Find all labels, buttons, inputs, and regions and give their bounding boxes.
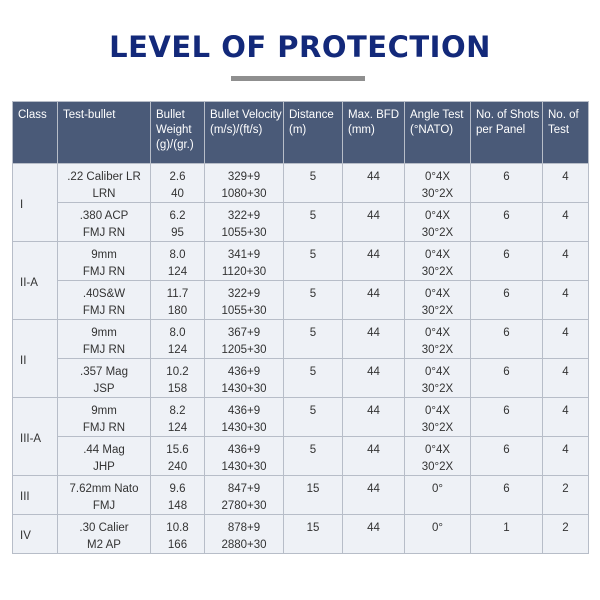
column-header-line: (m/s)/(ft/s) xyxy=(210,124,263,136)
angle-test-cell xyxy=(405,476,471,515)
class-cell: II-A xyxy=(13,242,58,320)
bullet-weight-cell-line: 124 xyxy=(167,343,188,356)
column-header-test-bullet xyxy=(58,102,151,164)
shots-per-panel-cell: 6 xyxy=(471,320,543,359)
no-of-test-cell: 4 xyxy=(543,398,589,437)
table-header-row xyxy=(13,102,589,164)
test-bullet-cell xyxy=(58,164,151,203)
column-header-line: Max. BFD xyxy=(348,109,400,121)
test-bullet-cell xyxy=(58,359,151,398)
column-header-line: No. of Shots xyxy=(476,109,540,121)
angle-test-cell xyxy=(405,359,471,398)
class-cell: II xyxy=(13,320,58,398)
bullet-velocity-cell xyxy=(205,281,284,320)
bullet-weight-cell xyxy=(151,437,205,476)
no-of-test-cell: 4 xyxy=(543,242,589,281)
bullet-velocity-cell-line: 1205+30 xyxy=(221,343,267,356)
column-header-line: No. of xyxy=(548,109,579,121)
bullet-weight-cell-line: 8.0 xyxy=(169,249,186,261)
protection-table xyxy=(12,101,589,554)
test-bullet-cell-line: .380 ACP xyxy=(79,210,129,222)
column-header-distance xyxy=(284,102,343,164)
column-header-no-of-test xyxy=(543,102,589,164)
bullet-weight-cell-line: 40 xyxy=(171,187,184,200)
angle-test-cell-line: 0°4X xyxy=(424,288,451,300)
test-bullet-cell xyxy=(58,437,151,476)
bullet-weight-cell-line: 2.6 xyxy=(169,171,186,183)
bullet-weight-cell xyxy=(151,398,205,437)
angle-test-cell-line: 30°2X xyxy=(421,226,454,239)
bullet-velocity-cell-line: 322+9 xyxy=(227,210,261,222)
bullet-velocity-cell-line: 329+9 xyxy=(227,171,261,183)
bullet-weight-cell-line: 8.0 xyxy=(169,327,186,339)
bullet-weight-cell-line: 9.6 xyxy=(169,483,186,495)
angle-test-cell-line: 0°4X xyxy=(424,249,451,261)
max-bfd-cell: 44 xyxy=(343,359,405,398)
test-bullet-cell-line: .22 Caliber LR xyxy=(67,171,141,183)
shots-per-panel-cell: 6 xyxy=(471,281,543,320)
shots-per-panel-cell: 6 xyxy=(471,203,543,242)
test-bullet-cell-line: LRN xyxy=(92,187,116,200)
bullet-velocity-cell xyxy=(205,359,284,398)
angle-test-cell-line: 30°2X xyxy=(421,460,454,473)
bullet-velocity-cell-line: 341+9 xyxy=(227,249,261,261)
bullet-velocity-cell-line: 847+9 xyxy=(227,483,261,495)
column-header-line: (°NATO) xyxy=(410,124,454,136)
bullet-weight-cell xyxy=(151,476,205,515)
bullet-weight-cell-line: 166 xyxy=(167,538,188,551)
bullet-weight-cell xyxy=(151,203,205,242)
test-bullet-cell xyxy=(58,515,151,554)
bullet-velocity-cell-line: 1120+30 xyxy=(221,265,267,278)
bullet-velocity-cell xyxy=(205,164,284,203)
test-bullet-cell-line: .40S&W xyxy=(82,288,126,300)
angle-test-cell-line: 0° xyxy=(432,483,443,495)
bullet-velocity-cell xyxy=(205,203,284,242)
table-row xyxy=(13,359,589,398)
test-bullet-cell-line: FMJ xyxy=(92,499,116,512)
angle-test-cell xyxy=(405,515,471,554)
shots-per-panel-cell: 6 xyxy=(471,437,543,476)
bullet-velocity-cell-line: 1055+30 xyxy=(221,226,267,239)
angle-test-cell xyxy=(405,398,471,437)
class-cell: IV xyxy=(13,515,58,554)
test-bullet-cell-line: FMJ RN xyxy=(82,304,126,317)
shots-per-panel-cell: 6 xyxy=(471,164,543,203)
bullet-velocity-cell-line: 322+9 xyxy=(227,288,261,300)
table-row xyxy=(13,398,589,437)
angle-test-cell xyxy=(405,242,471,281)
bullet-velocity-cell-line: 367+9 xyxy=(227,327,261,339)
max-bfd-cell: 44 xyxy=(343,476,405,515)
no-of-test-cell: 2 xyxy=(543,515,589,554)
max-bfd-cell: 44 xyxy=(343,203,405,242)
column-header-line: per Panel xyxy=(476,124,526,136)
distance-cell: 5 xyxy=(284,281,343,320)
max-bfd-cell: 44 xyxy=(343,398,405,437)
angle-test-cell xyxy=(405,281,471,320)
class-cell: I xyxy=(13,164,58,242)
angle-test-cell-line: 30°2X xyxy=(421,265,454,278)
shots-per-panel-cell: 6 xyxy=(471,398,543,437)
column-header-max-bfd xyxy=(343,102,405,164)
bullet-velocity-cell-line: 878+9 xyxy=(227,522,261,534)
distance-cell: 5 xyxy=(284,437,343,476)
bullet-velocity-cell xyxy=(205,476,284,515)
table-row xyxy=(13,242,589,281)
no-of-test-cell: 4 xyxy=(543,203,589,242)
column-header-line: Angle Test xyxy=(410,109,464,121)
test-bullet-cell-line: FMJ RN xyxy=(82,421,126,434)
column-header-line: (mm) xyxy=(348,124,375,136)
bullet-weight-cell xyxy=(151,320,205,359)
page-title: LEVEL OF PROTECTION xyxy=(109,30,491,64)
bullet-velocity-cell-line: 2880+30 xyxy=(221,538,267,551)
column-header-line: Bullet Velocity xyxy=(210,109,282,121)
test-bullet-cell-line: FMJ RN xyxy=(82,226,126,239)
angle-test-cell xyxy=(405,164,471,203)
angle-test-cell-line: 30°2X xyxy=(421,421,454,434)
shots-per-panel-cell: 6 xyxy=(471,242,543,281)
column-header-class xyxy=(13,102,58,164)
distance-cell: 5 xyxy=(284,164,343,203)
column-header-bullet-velocity xyxy=(205,102,284,164)
table-row xyxy=(13,476,589,515)
angle-test-cell-line: 30°2X xyxy=(421,304,454,317)
test-bullet-cell-line: 9mm xyxy=(91,327,117,339)
test-bullet-cell-line: .357 Mag xyxy=(80,366,128,378)
test-bullet-cell-line: JSP xyxy=(93,382,115,395)
bullet-velocity-cell xyxy=(205,437,284,476)
bullet-weight-cell-line: 10.8 xyxy=(166,522,189,534)
test-bullet-cell-line: .44 Mag xyxy=(83,444,125,456)
column-header-line: Class xyxy=(18,109,47,121)
column-header-line: (g)/(gr.) xyxy=(156,139,194,151)
max-bfd-cell: 44 xyxy=(343,515,405,554)
column-header-line: Test-bullet xyxy=(63,109,116,121)
bullet-weight-cell-line: 15.6 xyxy=(166,444,189,456)
distance-cell: 5 xyxy=(284,320,343,359)
distance-cell: 5 xyxy=(284,359,343,398)
bullet-velocity-cell xyxy=(205,398,284,437)
test-bullet-cell xyxy=(58,203,151,242)
column-header-line: Weight xyxy=(156,124,192,136)
title-underline xyxy=(231,76,365,81)
angle-test-cell xyxy=(405,203,471,242)
column-header-shots-per-panel xyxy=(471,102,543,164)
angle-test-cell-line: 30°2X xyxy=(421,343,454,356)
bullet-weight-cell-line: 124 xyxy=(167,421,188,434)
bullet-velocity-cell-line: 436+9 xyxy=(227,405,261,417)
no-of-test-cell: 4 xyxy=(543,164,589,203)
no-of-test-cell: 4 xyxy=(543,281,589,320)
column-header-bullet-weight xyxy=(151,102,205,164)
test-bullet-cell-line: .30 Calier xyxy=(79,522,129,534)
column-header-line: Bullet xyxy=(156,109,185,121)
angle-test-cell-line: 30°2X xyxy=(421,382,454,395)
bullet-weight-cell-line: 8.2 xyxy=(169,405,186,417)
table-row xyxy=(13,515,589,554)
distance-cell: 15 xyxy=(284,515,343,554)
angle-test-cell-line: 0°4X xyxy=(424,171,451,183)
angle-test-cell xyxy=(405,437,471,476)
bullet-weight-cell-line: 6.2 xyxy=(169,210,186,222)
column-header-line: (m) xyxy=(289,124,307,136)
angle-test-cell-line: 0°4X xyxy=(424,366,451,378)
test-bullet-cell xyxy=(58,242,151,281)
no-of-test-cell: 2 xyxy=(543,476,589,515)
column-header-angle-test xyxy=(405,102,471,164)
max-bfd-cell: 44 xyxy=(343,242,405,281)
bullet-velocity-cell-line: 1430+30 xyxy=(221,421,267,434)
max-bfd-cell: 44 xyxy=(343,281,405,320)
class-cell: III xyxy=(13,476,58,515)
test-bullet-cell-line: FMJ RN xyxy=(82,343,126,356)
angle-test-cell-line: 30°2X xyxy=(421,187,454,200)
test-bullet-cell-line: FMJ RN xyxy=(82,265,126,278)
angle-test-cell-line: 0°4X xyxy=(424,405,451,417)
distance-cell: 5 xyxy=(284,242,343,281)
column-header-line: Distance xyxy=(289,109,334,121)
bullet-velocity-cell-line: 1430+30 xyxy=(221,460,267,473)
bullet-velocity-cell xyxy=(205,515,284,554)
bullet-velocity-cell-line: 1430+30 xyxy=(221,382,267,395)
distance-cell: 5 xyxy=(284,203,343,242)
column-header-line: Test xyxy=(548,124,570,136)
bullet-weight-cell xyxy=(151,242,205,281)
distance-cell: 15 xyxy=(284,476,343,515)
angle-test-cell-line: 0°4X xyxy=(424,444,451,456)
bullet-velocity-cell xyxy=(205,320,284,359)
bullet-weight-cell-line: 10.2 xyxy=(166,366,189,378)
test-bullet-cell xyxy=(58,476,151,515)
test-bullet-cell-line: M2 AP xyxy=(87,538,121,551)
test-bullet-cell-line: 7.62mm Nato xyxy=(69,483,139,495)
test-bullet-cell-line: 9mm xyxy=(91,249,117,261)
bullet-weight-cell xyxy=(151,515,205,554)
table-row xyxy=(13,281,589,320)
distance-cell: 5 xyxy=(284,398,343,437)
bullet-weight-cell xyxy=(151,281,205,320)
bullet-weight-cell xyxy=(151,359,205,398)
bullet-velocity-cell-line: 1080+30 xyxy=(221,187,267,200)
shots-per-panel-cell: 6 xyxy=(471,359,543,398)
max-bfd-cell: 44 xyxy=(343,437,405,476)
class-cell: III-A xyxy=(13,398,58,476)
bullet-velocity-cell-line: 2780+30 xyxy=(221,499,267,512)
angle-test-cell-line: 0° xyxy=(432,522,443,534)
bullet-velocity-cell-line: 436+9 xyxy=(227,444,261,456)
angle-test-cell-line: 0°4X xyxy=(424,327,451,339)
test-bullet-cell xyxy=(58,320,151,359)
no-of-test-cell: 4 xyxy=(543,359,589,398)
table-row xyxy=(13,164,589,203)
test-bullet-cell-line: JHP xyxy=(93,460,115,473)
bullet-velocity-cell-line: 1055+30 xyxy=(221,304,267,317)
no-of-test-cell: 4 xyxy=(543,437,589,476)
shots-per-panel-cell: 6 xyxy=(471,476,543,515)
bullet-weight-cell-line: 95 xyxy=(171,226,184,239)
test-bullet-cell xyxy=(58,398,151,437)
bullet-velocity-cell-line: 436+9 xyxy=(227,366,261,378)
table-row xyxy=(13,437,589,476)
bullet-velocity-cell xyxy=(205,242,284,281)
max-bfd-cell: 44 xyxy=(343,320,405,359)
no-of-test-cell: 4 xyxy=(543,320,589,359)
bullet-weight-cell-line: 240 xyxy=(167,460,188,473)
bullet-weight-cell-line: 124 xyxy=(167,265,188,278)
test-bullet-cell-line: 9mm xyxy=(91,405,117,417)
table-row xyxy=(13,203,589,242)
shots-per-panel-cell: 1 xyxy=(471,515,543,554)
angle-test-cell xyxy=(405,320,471,359)
bullet-weight-cell-line: 148 xyxy=(167,499,188,512)
max-bfd-cell: 44 xyxy=(343,164,405,203)
bullet-weight-cell-line: 11.7 xyxy=(166,288,189,300)
table-row xyxy=(13,320,589,359)
test-bullet-cell xyxy=(58,281,151,320)
bullet-weight-cell-line: 158 xyxy=(167,382,188,395)
angle-test-cell-line: 0°4X xyxy=(424,210,451,222)
bullet-weight-cell-line: 180 xyxy=(167,304,188,317)
bullet-weight-cell xyxy=(151,164,205,203)
